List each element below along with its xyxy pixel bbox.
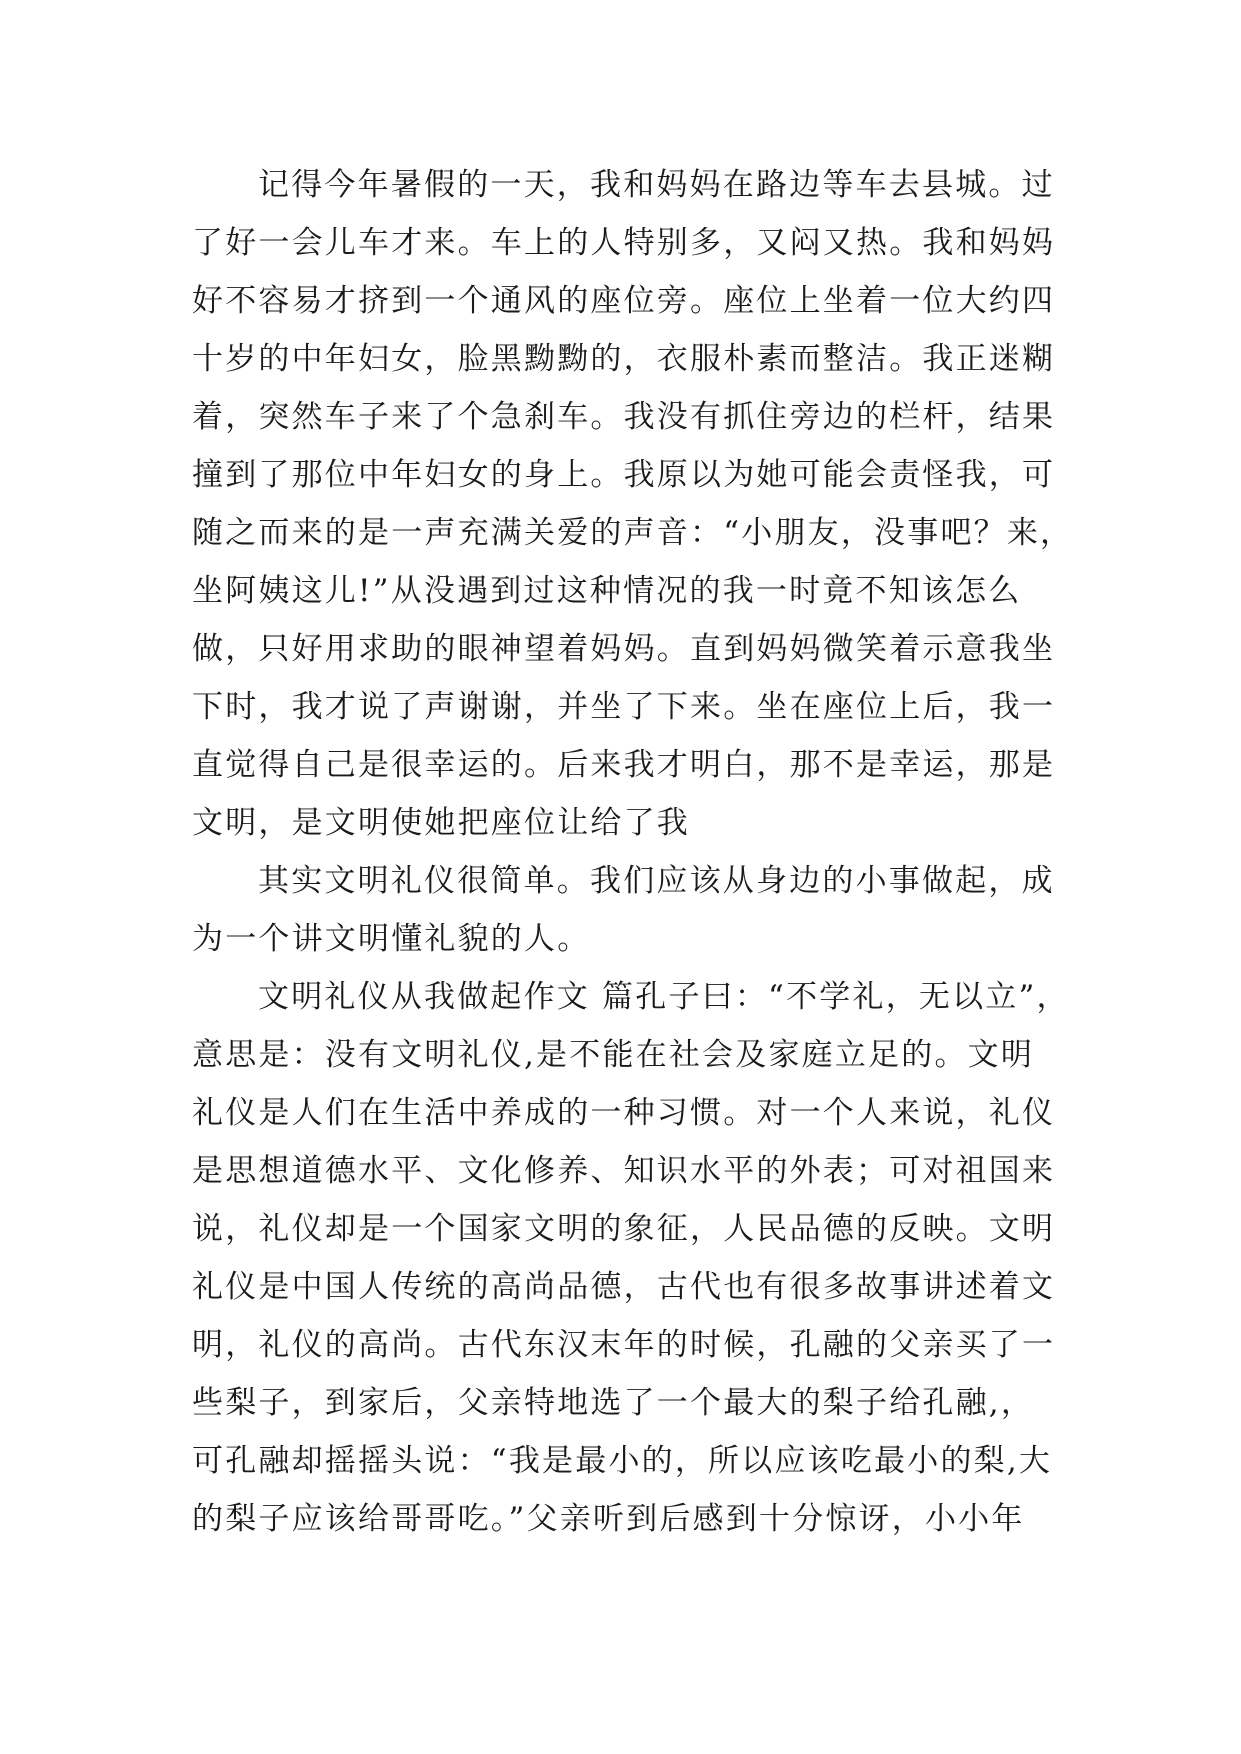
text-line: 着，突然车子来了个急刹车。我没有抓住旁边的栏杆，结果 bbox=[192, 399, 1056, 435]
text-line: 礼仪是中国人传统的高尚品德，古代也有很多故事讲述着文 bbox=[192, 1269, 1056, 1305]
text-line: 做，只好用求助的眼神望着妈妈。直到妈妈微笑着示意我坐 bbox=[192, 631, 1056, 667]
text-line: 坐阿姨这儿!”从没遇到过这种情况的我一时竟不知该怎么 bbox=[192, 573, 1022, 609]
text-line: 撞到了那位中年妇女的身上。我原以为她可能会责怪我，可 bbox=[192, 457, 1056, 493]
text-line: 说，礼仪却是一个国家文明的象征，人民品德的反映。文明 bbox=[192, 1211, 1056, 1247]
text-line: 十岁的中年妇女，脸黑黝黝的，衣服朴素而整洁。我正迷糊 bbox=[192, 341, 1056, 377]
text-line: 礼仪是人们在生活中养成的一种习惯。对一个人来说，礼仪 bbox=[192, 1095, 1056, 1131]
text-line: 其实文明礼仪很简单。我们应该从身边的小事做起，成 bbox=[258, 863, 1055, 899]
text-line: 是思想道德水平、文化修养、知识水平的外表；可对祖国来 bbox=[192, 1153, 1056, 1189]
text-line: 意思是：没有文明礼仪,是不能在社会及家庭立足的。文明 bbox=[192, 1037, 1035, 1073]
text-line: 下时，我才说了声谢谢，并坐了下来。坐在座位上后，我一 bbox=[192, 689, 1056, 725]
text-line: 记得今年暑假的一天，我和妈妈在路边等车去县城。过 bbox=[258, 167, 1055, 203]
text-line: 直觉得自己是很幸运的。后来我才明白，那不是幸运，那是 bbox=[192, 747, 1056, 783]
text-line: 明，礼仪的高尚。古代东汉末年的时候，孔融的父亲买了一 bbox=[192, 1327, 1056, 1363]
text-line: 随之而来的是一声充满关爱的声音：“小朋友，没事吧？来， bbox=[192, 515, 1074, 551]
text-line: 好不容易才挤到一个通风的座位旁。座位上坐着一位大约四 bbox=[192, 283, 1056, 319]
text-line: 文明，是文明使她把座位让给了我 bbox=[192, 805, 690, 841]
text-line: 为一个讲文明懂礼貌的人。 bbox=[192, 921, 591, 957]
text-line: 了好一会儿车才来。车上的人特别多，又闷又热。我和妈妈 bbox=[192, 225, 1056, 261]
text-line: 可孔融却摇摇头说：“我是最小的，所以应该吃最小的梨,大 bbox=[192, 1443, 1053, 1479]
text-line: 文明礼仪从我做起作文 篇孔子曰：“不学礼，无以立”， bbox=[258, 979, 1070, 1015]
text-line: 些梨子，到家后，父亲特地选了一个最大的梨子给孔融,， bbox=[192, 1385, 1035, 1421]
text-line: 的梨子应该给哥哥吃。”父亲听到后感到十分惊讶，小小年 bbox=[192, 1501, 1025, 1537]
